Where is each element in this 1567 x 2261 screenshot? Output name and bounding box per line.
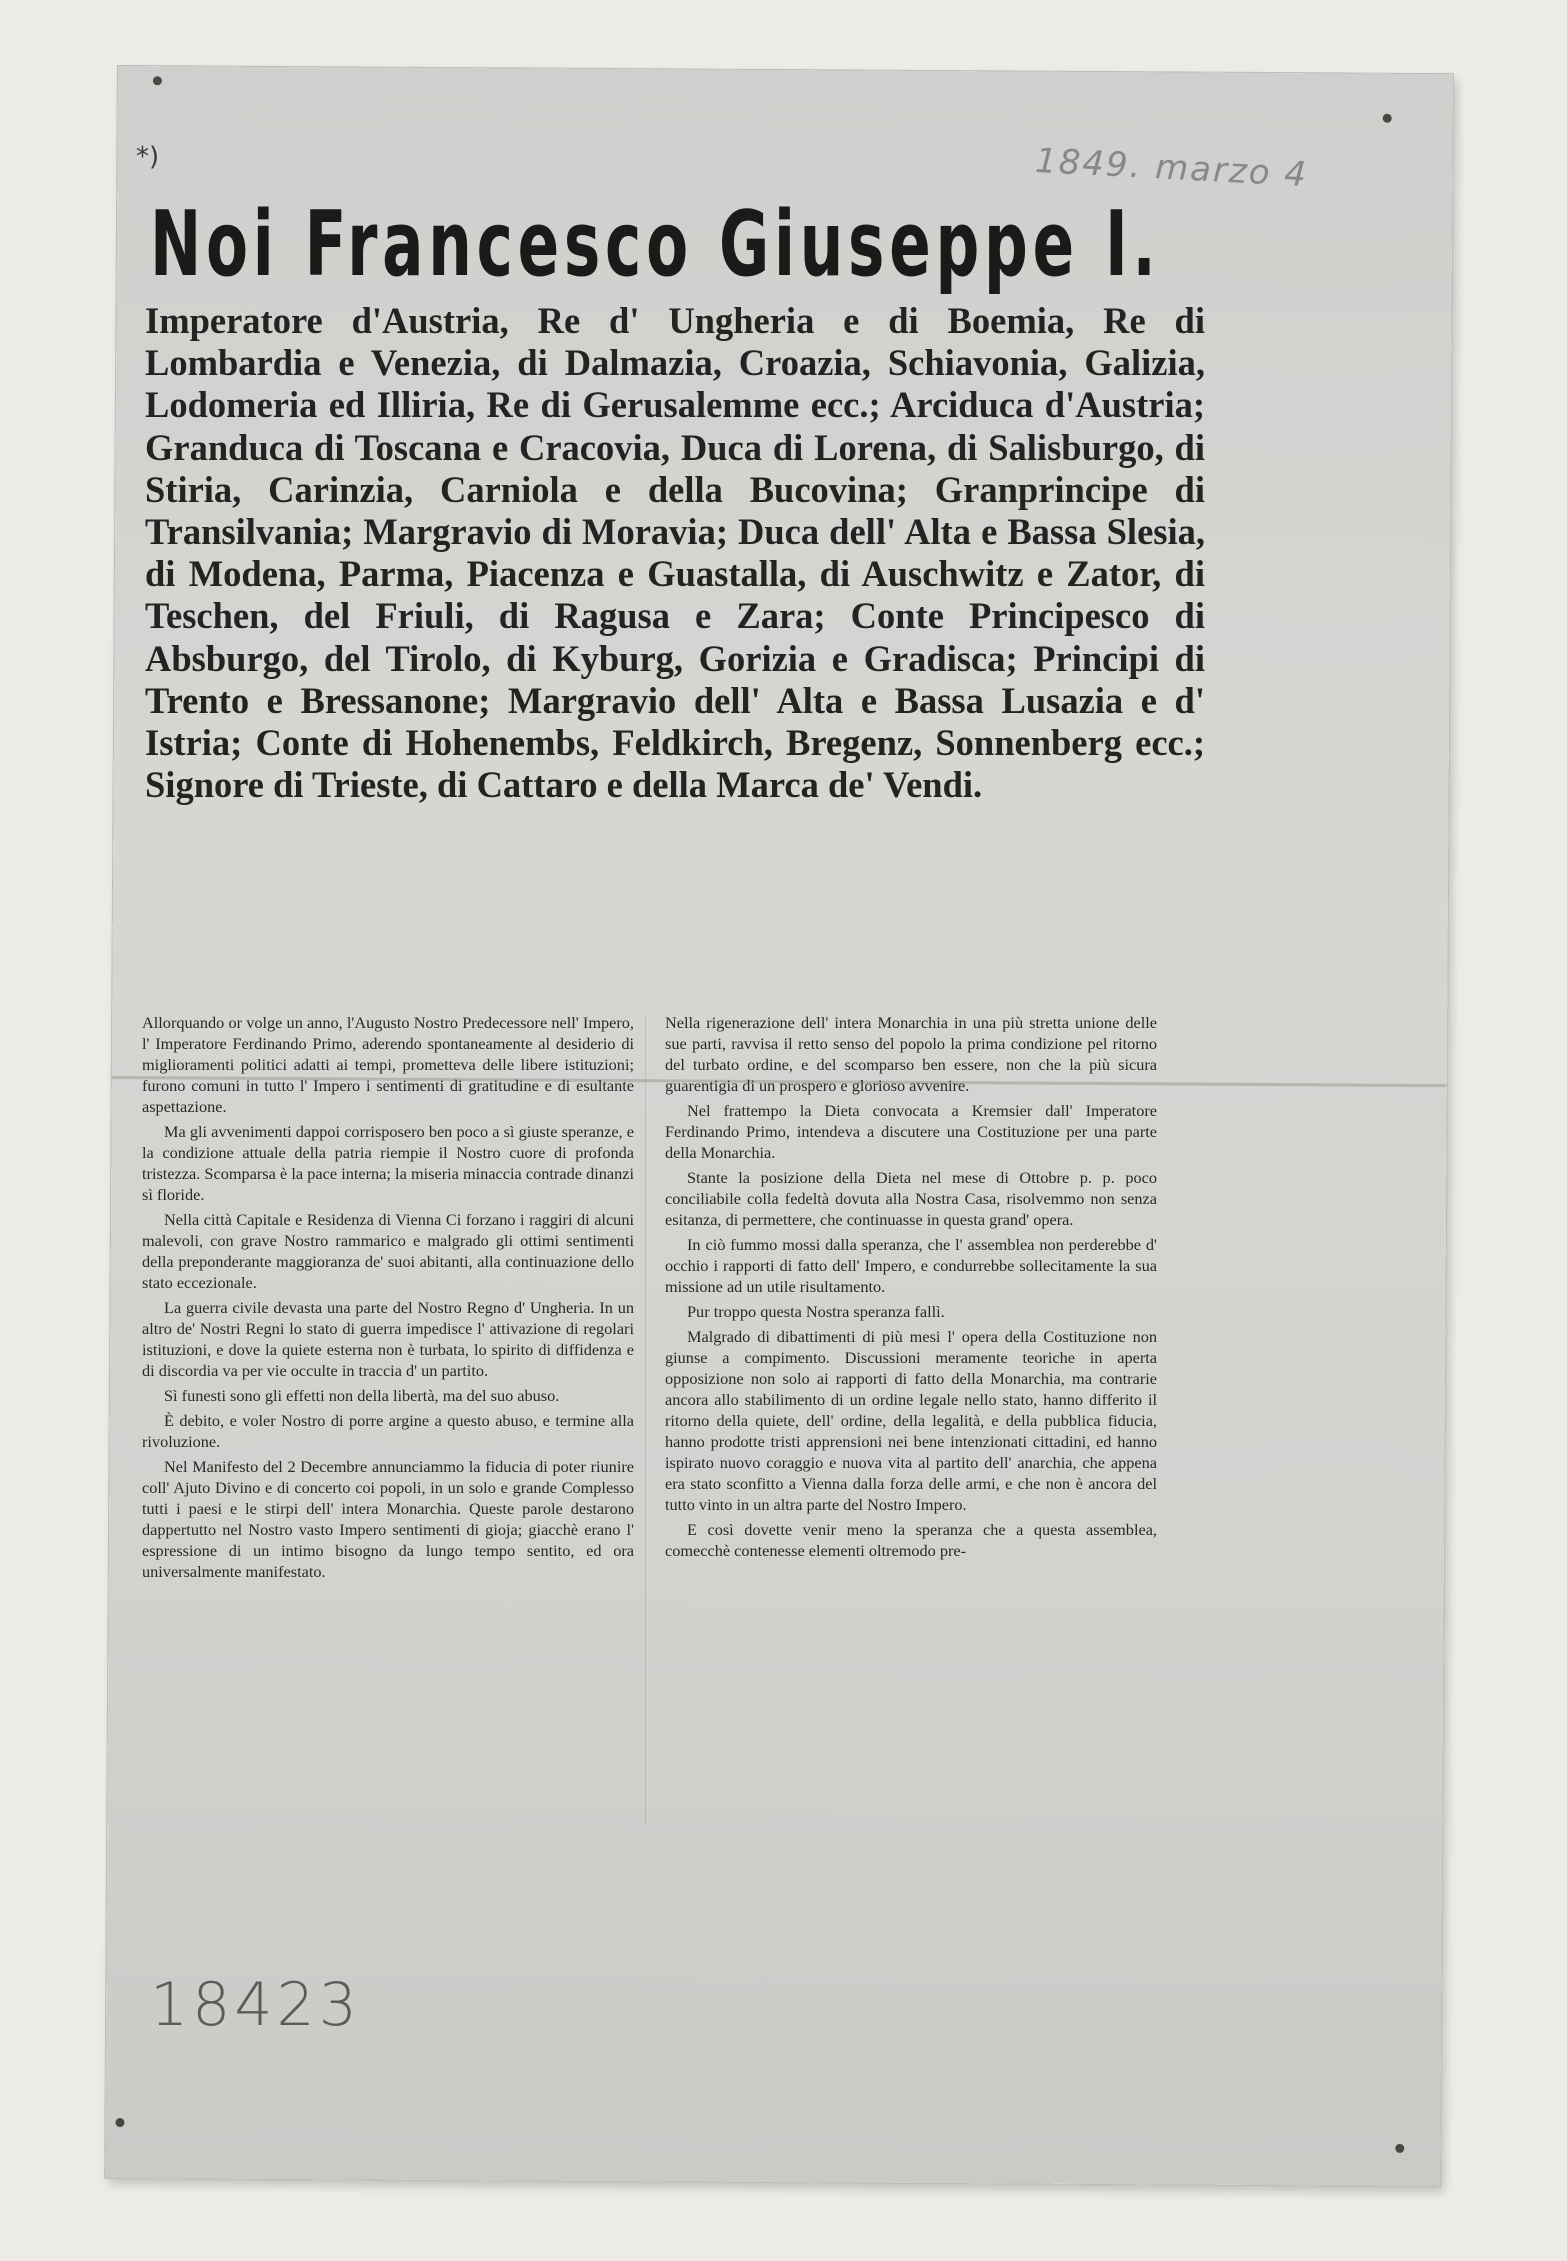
paragraph: Sì funesti sono gli effetti non della libertà, ma del suo abuso. <box>164 1386 560 1405</box>
inventory-number: 18423 <box>150 1970 361 2040</box>
left-column <box>142 1012 634 1586</box>
pin-hole-icon <box>1395 2144 1404 2153</box>
paragraph: E così dovette venir meno la speranza che a questa assemblea, comecchè contenesse elementi oltremodo pre- <box>665 1520 1157 1560</box>
column-divider <box>645 1015 646 1825</box>
paragraph: Stante la posizione della Dieta nel mese di Ottobre p. p. poco conciliabile colla fedeltà dovuta alla Nostra Casa, risolvemmo non senza esitanza, di permettere, che continuasse in questa grand' opera. <box>665 1168 1157 1229</box>
sovereign-titles: Imperatore d'Austria, Re d' Ungheria e di Boemia, Re di Lombardia e Venezia, di Dalmazia, Croazia, Schiavonia, Galizia, Lodomeria ed Illiria, Re di Gerusalemme ecc.; Arciduca d'Austria; Granduca di Toscana e Cracovia, Duca di Lorena, di Salisburgo, di Stiria, Carinzia, Carniola e della Bucovina; Granprincipe di Transilvania; Margravio di Moravia; Duca dell' Alta e Bassa Slesia, di Modena, Parma, Piacenza e Guastalla, di Auschwitz e Zator, di Teschen, del Friuli, di Ragusa e Zara; Conte Principesco di Absburgo, del Tirolo, di Kyburg, Gorizia e Gradisca; Principi di Trento e Bressanone; Margravio dell' Alta e Bassa Lusazia e d' Istria; Conte di Hohenembs, Feldkirch, Bregenz, Sonnenberg ecc.; Signore di Trieste, di Cattaro e della Marca de' Vendi. <box>145 300 1205 806</box>
top-marker: *) <box>136 142 160 172</box>
paragraph: La guerra civile devasta una parte del Nostro Regno d' Ungheria. In un altro de' Nostri Regni lo stato di guerra impedisce l' attivazione di regolari istituzioni, e dove la quiete esterna non è turbata, lo spirito di diffidenza e di discordia va per vie occulte in traccia d' un partito. <box>142 1298 634 1380</box>
paragraph: Ma gli avvenimenti dappoi corrisposero ben poco a sì giuste speranze, e la condizione attuale della patria riempie il Nostro cuore di profonda tristezza. Scomparsa è la pace interna; la miseria minaccia contrade dinanzi sì floride. <box>142 1122 634 1204</box>
paragraph: Allorquando or volge un anno, l'Augusto Nostro Predecessore nell' Impero, l' Imperatore Ferdinando Primo, aderendo spontaneamente al desiderio di miglioramenti politici adatti ai tempi, prometteva delle libere istituzioni; furono comuni in tutto l' Impero i sentimenti di gratitudine e di esultante aspettazione. <box>142 1013 634 1116</box>
pin-hole-icon <box>115 2118 124 2127</box>
paragraph: Nel Manifesto del 2 Decembre annunciammo la fiducia di poter riunire coll' Ajuto Divino e di concerto coi popoli, in un solo e grande Complesso tutti i paesi e le stirpi dell' intera Monarchia. Queste parole destarono dappertutto nel Nostro vasto Impero sentimenti di gioja; giacchè erano l' espressione di un intimo bisogno da lungo tempo sentito, ed ora universalmente manifestato. <box>142 1457 634 1581</box>
paragraph: In ciò fummo mossi dalla speranza, che l' assemblea non perderebbe d' occhio i rapporti di fatto dell' Impero, e condurrebbe sollecitamente la sua missione ad un utile risultamento. <box>665 1235 1157 1296</box>
pin-hole-icon <box>1383 114 1392 123</box>
pin-hole-icon <box>153 76 162 85</box>
paragraph: Pur troppo questa Nostra speranza fallì. <box>687 1302 945 1321</box>
paragraph: È debito, e voler Nostro di porre argine a questo abuso, e termine alla rivoluzione. <box>142 1411 634 1451</box>
paragraph: Nel frattempo la Dieta convocata a Kremsier dall' Imperatore Ferdinando Primo, intendeva a discutere una Costituzione per una parte della Monarchia. <box>665 1101 1157 1162</box>
paragraph: Nella città Capitale e Residenza di Vienna Ci forzano i raggiri di alcuni malevoli, con grave Nostro rammarico e malgrado gli ottimi sentimenti della preponderante maggioranza de' suoi abitanti, alla continuazione dello stato eccezionale. <box>142 1210 634 1292</box>
handwritten-date: 1849. marzo 4 <box>1034 140 1310 196</box>
right-column <box>665 1012 1157 1565</box>
paragraph: Nella rigenerazione dell' intera Monarchia in una più stretta unione delle sue parti, ravvisa il retto senso del popolo la prima condizione pel ritorno del turbato ordine, e del scomparso ben essere, non che la più sicura guarentigia di un prospero e glorioso avvenire. <box>665 1013 1157 1095</box>
paragraph: Malgrado di dibattimenti di più mesi l' opera della Costituzione non giunse a compimento. Discussioni meramente teoriche in aperta opposizione non solo ai rapporti di fatto della Monarchia, ma contrarie ancora allo stabilimento di un ordine legale nello stato, hanno differito il ritorno della quiete, dell' ordine, della legalità, e della pubblica fiducia, hanno prodotte tristi apprensioni nei bene intenzionati cittadini, ed hanno ispirato nuovo coraggio e nuova vita al partito dell' anarchia, che appena era stato sconfitto a Vienna dalla forza delle armi, e che non è ancora del tutto vinto in un altra parte del Nostro Impero. <box>665 1327 1157 1514</box>
document-title: Noi Francesco Giuseppe I. <box>150 192 1161 297</box>
